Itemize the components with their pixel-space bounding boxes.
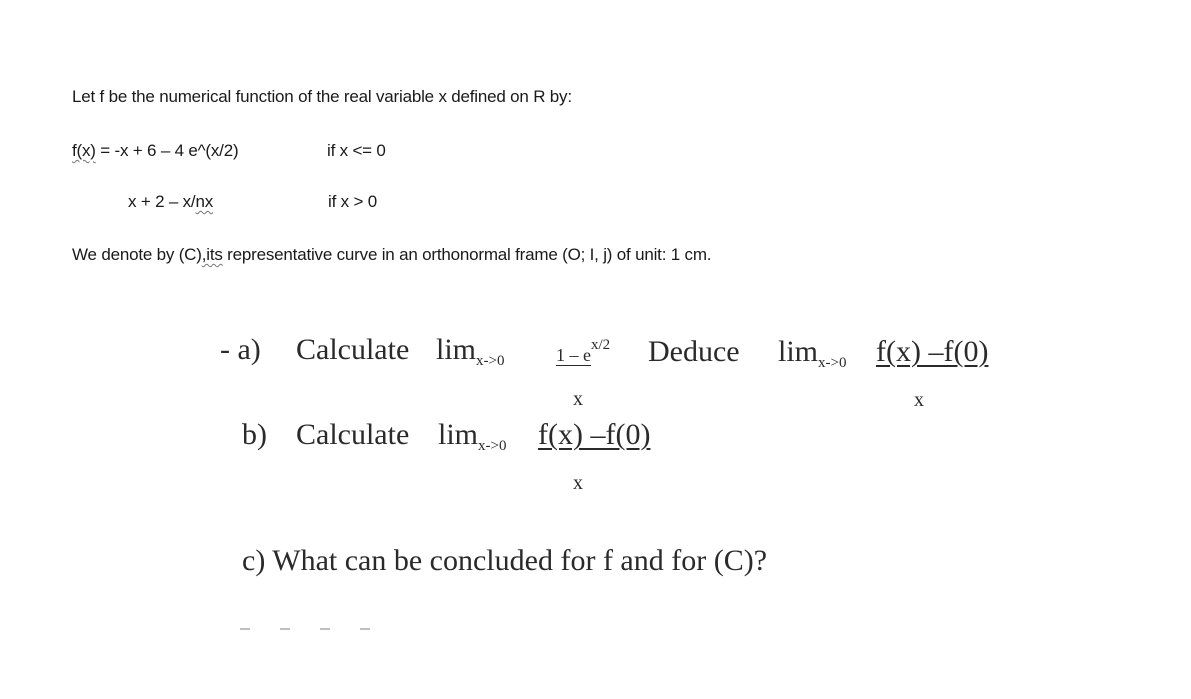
frame-text-start: We denote by (C)	[72, 245, 202, 264]
frame-text-end: representative curve in an orthonormal frame (O; I, j) of unit: 1 cm.	[222, 245, 712, 264]
piece2-expression-underlined: nx	[195, 192, 214, 211]
question-b-calculate: Calculate	[296, 418, 410, 451]
question-a-prefix: - a)	[220, 333, 261, 366]
lim2-subscript: x->0	[818, 355, 847, 371]
question-a-fraction2-denominator: x	[914, 389, 924, 411]
lim-b-text: lim	[438, 418, 479, 451]
question-a-fraction-denominator: x	[573, 388, 583, 410]
piece2-expression: x + 2 – x/	[128, 192, 196, 211]
fraction-exponent: x/2	[591, 337, 611, 353]
question-a-limit-2	[778, 335, 846, 369]
question-a-fraction2-numerator	[876, 335, 988, 369]
question-a-deduce: Deduce	[648, 335, 740, 368]
lim2-text: lim	[778, 335, 819, 368]
question-a-fraction-numerator	[556, 333, 610, 367]
question-b-fraction-denominator: x	[573, 472, 583, 494]
question-a-calculate: Calculate	[296, 333, 410, 366]
piece1-expression: = -x + 6 – 4 e^(x/2)	[95, 141, 239, 160]
fraction-numerator-text: 1 – e	[556, 345, 591, 365]
lim-subscript: x->0	[476, 353, 505, 369]
piece1-condition: if x <= 0	[327, 141, 386, 160]
piece2-condition: if x > 0	[328, 192, 377, 211]
faint-dashes-decoration	[240, 628, 380, 632]
lim-text: lim	[436, 333, 477, 366]
question-b-prefix: b)	[242, 418, 267, 451]
frame-statement	[72, 245, 711, 265]
question-b-limit	[438, 418, 506, 452]
piecewise-line-2	[128, 192, 213, 212]
fraction-b-numerator-text: f(x) –f(0)	[538, 418, 651, 451]
question-b-fraction-numerator	[538, 418, 650, 452]
function-label: f(x)	[72, 141, 96, 160]
question-c: c) What can be concluded for f and for (C)?	[242, 544, 768, 577]
intro-text: Let f be the numerical function of the real variable x defined on R by:	[72, 87, 572, 106]
intro-line	[72, 87, 572, 107]
question-a-limit	[436, 333, 504, 367]
fraction2-numerator-text: f(x) –f(0)	[876, 335, 989, 368]
piecewise-line-1	[72, 141, 238, 161]
lim-b-subscript: x->0	[478, 438, 507, 454]
frame-text-underlined: ,its	[201, 245, 223, 264]
